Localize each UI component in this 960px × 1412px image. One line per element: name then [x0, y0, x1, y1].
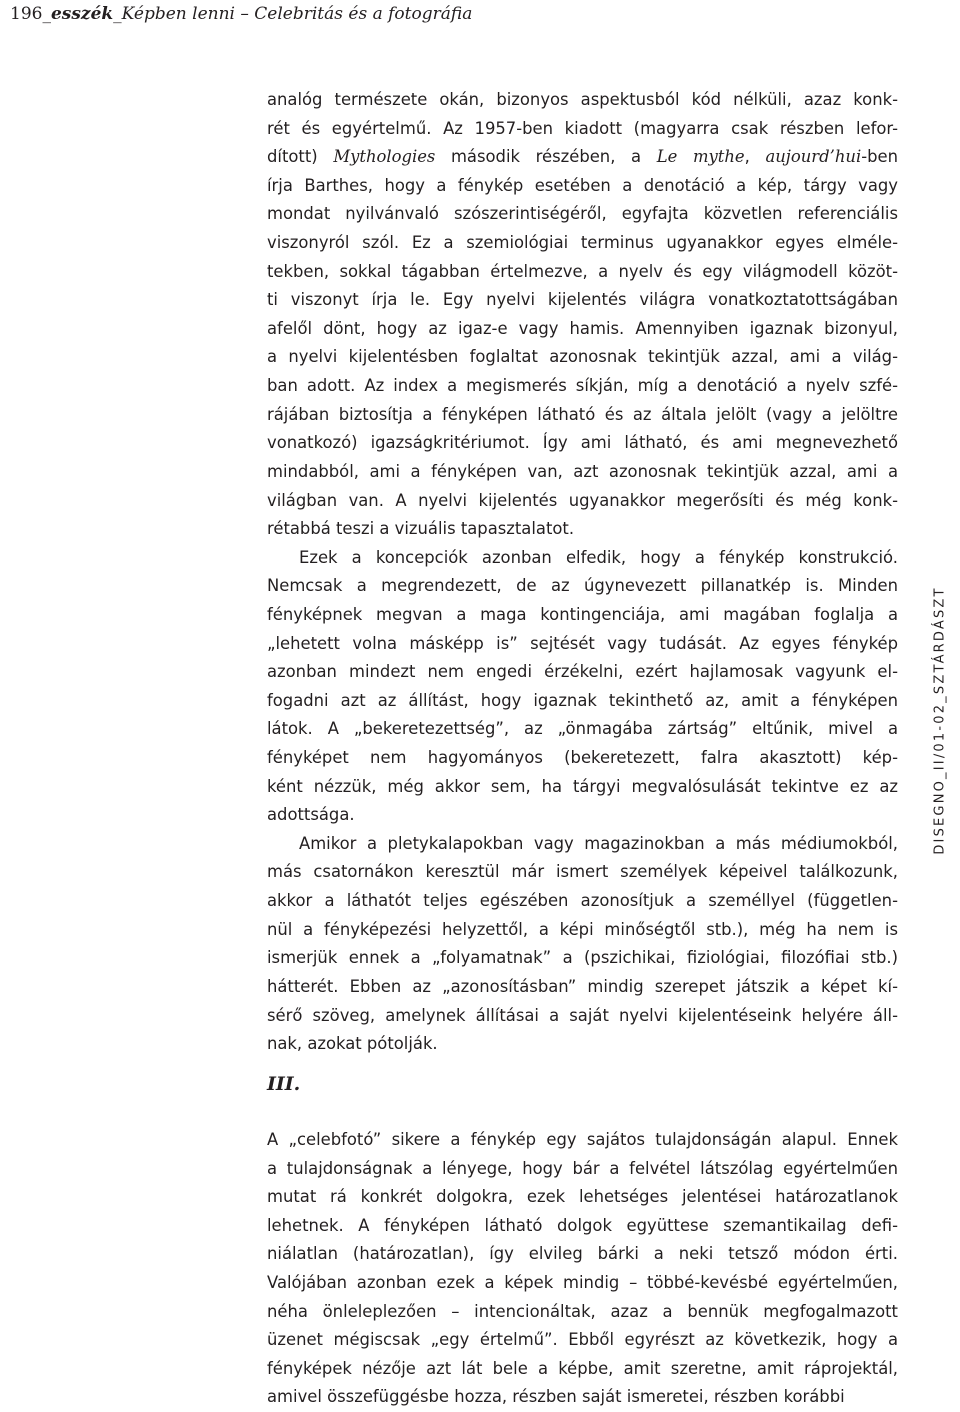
text-line: ként nézzük, még akkor sem, ha tárgyi megvalósulását tekintve ez az: [267, 776, 898, 796]
text-line: niálatlan (határozatlan), így elvileg bárki a neki tetsző módon érti.: [267, 1244, 898, 1264]
text-line: világban van. A nyelvi kijelentés ugyanakkor megerősíti és még konk-: [267, 490, 898, 510]
text-line: ban adott. Az index a megismerés síkján, míg a denotáció a nyelv szfé-: [267, 376, 898, 396]
running-head: [10, 2, 472, 26]
text-line: tekben, sokkal tágabban értelmezve, a nyelv és egy világmodell közöt-: [267, 261, 898, 281]
section-name: esszék: [50, 4, 114, 24]
text-line: viszonyról szól. Ez a szemiológiai terminus ugyanakkor egyes elméle-: [267, 233, 898, 253]
paragraph: [267, 86, 898, 544]
text-line: látok. A „bekeretezettség”, az „önmagába zártság” eltűnik, mivel a: [267, 719, 898, 739]
text-line: a tulajdonságnak a lényege, hogy bár a felvétel látszólag egyértelműen: [267, 1158, 898, 1178]
text-line: ti viszonyt írja le. Egy nyelvi kijelentés világra vonatkoztatottságában: [267, 290, 898, 310]
italic-title: aujourd’hui: [765, 147, 862, 167]
text-line: sérő szöveg, amelynek állításai a saját nyelvi kijelentéseink helyére áll-: [267, 1005, 898, 1025]
body-text: [267, 86, 898, 1059]
text-line: ismerjük ennek a „folyamatnak” a (pszichikai, fiziológiai, filozófiai stb.): [267, 948, 898, 968]
text-run: ,: [744, 147, 766, 167]
text-run: dított): [267, 147, 334, 167]
text-line: fogadni azt az állítást, hogy igaznak tekinthető az, amit a fényképen: [267, 690, 898, 710]
text-line: üzenet mégiscsak „egy értelmű”. Ebből egyrészt az következik, hogy a: [267, 1330, 898, 1350]
italic-title: Mythologies: [333, 147, 436, 167]
page-number: 196: [10, 4, 43, 24]
text-line: írja Barthes, hogy a fénykép esetében a denotáció a kép, tárgy vagy: [267, 175, 898, 195]
paragraph: [267, 544, 898, 830]
text-run: második részében, a: [435, 147, 657, 167]
text-line: rájában biztosítja a fényképen látható és az általa jelölt (vagy a jelöltre: [267, 404, 898, 424]
text-line: rét és egyértelmű. Az 1957-ben kiadott (magyarra csak részben lefor-: [267, 118, 898, 138]
text-line: afelől dönt, hogy az igaz-e vagy hamis. Amennyiben igaznak bizonyul,: [267, 318, 898, 338]
journal-issue-label: DISEGNO_II/01-02_SZTÁRDÁSZT: [932, 585, 948, 855]
italic-title: Le mythe: [656, 147, 745, 167]
text-line: analóg természete okán, bizonyos aspektusból kód nélküli, azaz konk-: [267, 90, 898, 109]
text-line: Nemcsak a megrendezett, de az úgynevezett pillanatkép is. Minden: [267, 576, 898, 596]
text-run: -ben: [861, 147, 898, 167]
text-line: más csatornákon keresztül már ismert személyek képeivel találkozunk,: [267, 862, 898, 882]
text-line: nak, azokat pótolják.: [267, 1034, 438, 1054]
text-line: Amikor a pletykalapokban vagy magazinokban a más médiumokból,: [299, 833, 898, 853]
text-line: mindabból, ami a fényképen van, azt azonosnak tekintjük azzal, ami a: [267, 461, 898, 481]
text-line: azonban mindezt nem engedi érzékelni, ezért hajlamosak vagyunk el-: [267, 662, 898, 682]
text-line: vonatkozó) igazságkritériumot. Így ami látható, és ami megnevezhető: [267, 433, 898, 453]
text-line: Valójában azonban ezek a képek mindig – többé-kevésbé egyértelműen,: [267, 1273, 898, 1293]
journal-side-label: [925, 582, 955, 858]
text-line: A „celebfotó” sikere a fénykép egy sajátos tulajdonságán alapul. Ennek: [267, 1130, 898, 1149]
text-line: akkor a láthatót teljes egészében azonosítjuk a személlyel (független-: [267, 891, 898, 911]
article-subtitle: Képben lenni – Celebritás és a fotográfia: [121, 4, 473, 24]
text-line: lehetnek. A fényképen látható dolgok együttese szemantikailag defi-: [267, 1215, 898, 1235]
text-line: rétabbá teszi a vizuális tapasztalatot.: [267, 519, 575, 539]
section-heading: III.: [267, 1073, 301, 1095]
text-line: fényképet nem hagyományos (bekeretezett, falra akasztott) kép-: [267, 748, 898, 768]
text-line: nül a fényképezési helyzettől, a képi minőségtől stb.), még ha nem is: [267, 919, 898, 939]
text-line: a nyelvi kijelentésben foglaltat azonosnak tekintjük azzal, ami a világ-: [267, 347, 898, 367]
paragraph: [267, 1126, 898, 1412]
paragraph: [267, 830, 898, 1059]
text-line: amivel összefüggésbe hozza, részben saját ismeretei, részben korábbi: [267, 1387, 845, 1407]
header-separator-2: _: [113, 4, 122, 24]
text-line: mutat rá konkrét dolgokra, ezek lehetséges jelentései határozatlanok: [267, 1187, 898, 1207]
text-line: [267, 143, 898, 172]
text-line: „lehetett volna másképp is” sejtését vagy tudását. Az egyes fénykép: [267, 633, 898, 653]
text-line: fényképnek megvan a maga kontingenciája, ami magában foglalja a: [267, 604, 898, 624]
text-line: Ezek a koncepciók azonban elfedik, hogy a fénykép konstrukció.: [299, 547, 898, 567]
text-line: adottsága.: [267, 805, 355, 825]
text-line: fényképek nézője azt lát bele a képbe, amit szeretne, amit ráprojektál,: [267, 1358, 898, 1378]
section-body-text: [267, 1126, 898, 1412]
text-line: mondat nyilvánvaló szószerintiségéről, egyfajta közvetlen referenciális: [267, 204, 898, 224]
text-line: néha önleleplezően – intencionáltak, azaz a bennük megfogalmazott: [267, 1301, 898, 1321]
text-line: hátterét. Ebben az „azonosításban” mindig szerepet játszik a képet kí-: [267, 976, 898, 996]
header-separator: _: [42, 4, 51, 24]
